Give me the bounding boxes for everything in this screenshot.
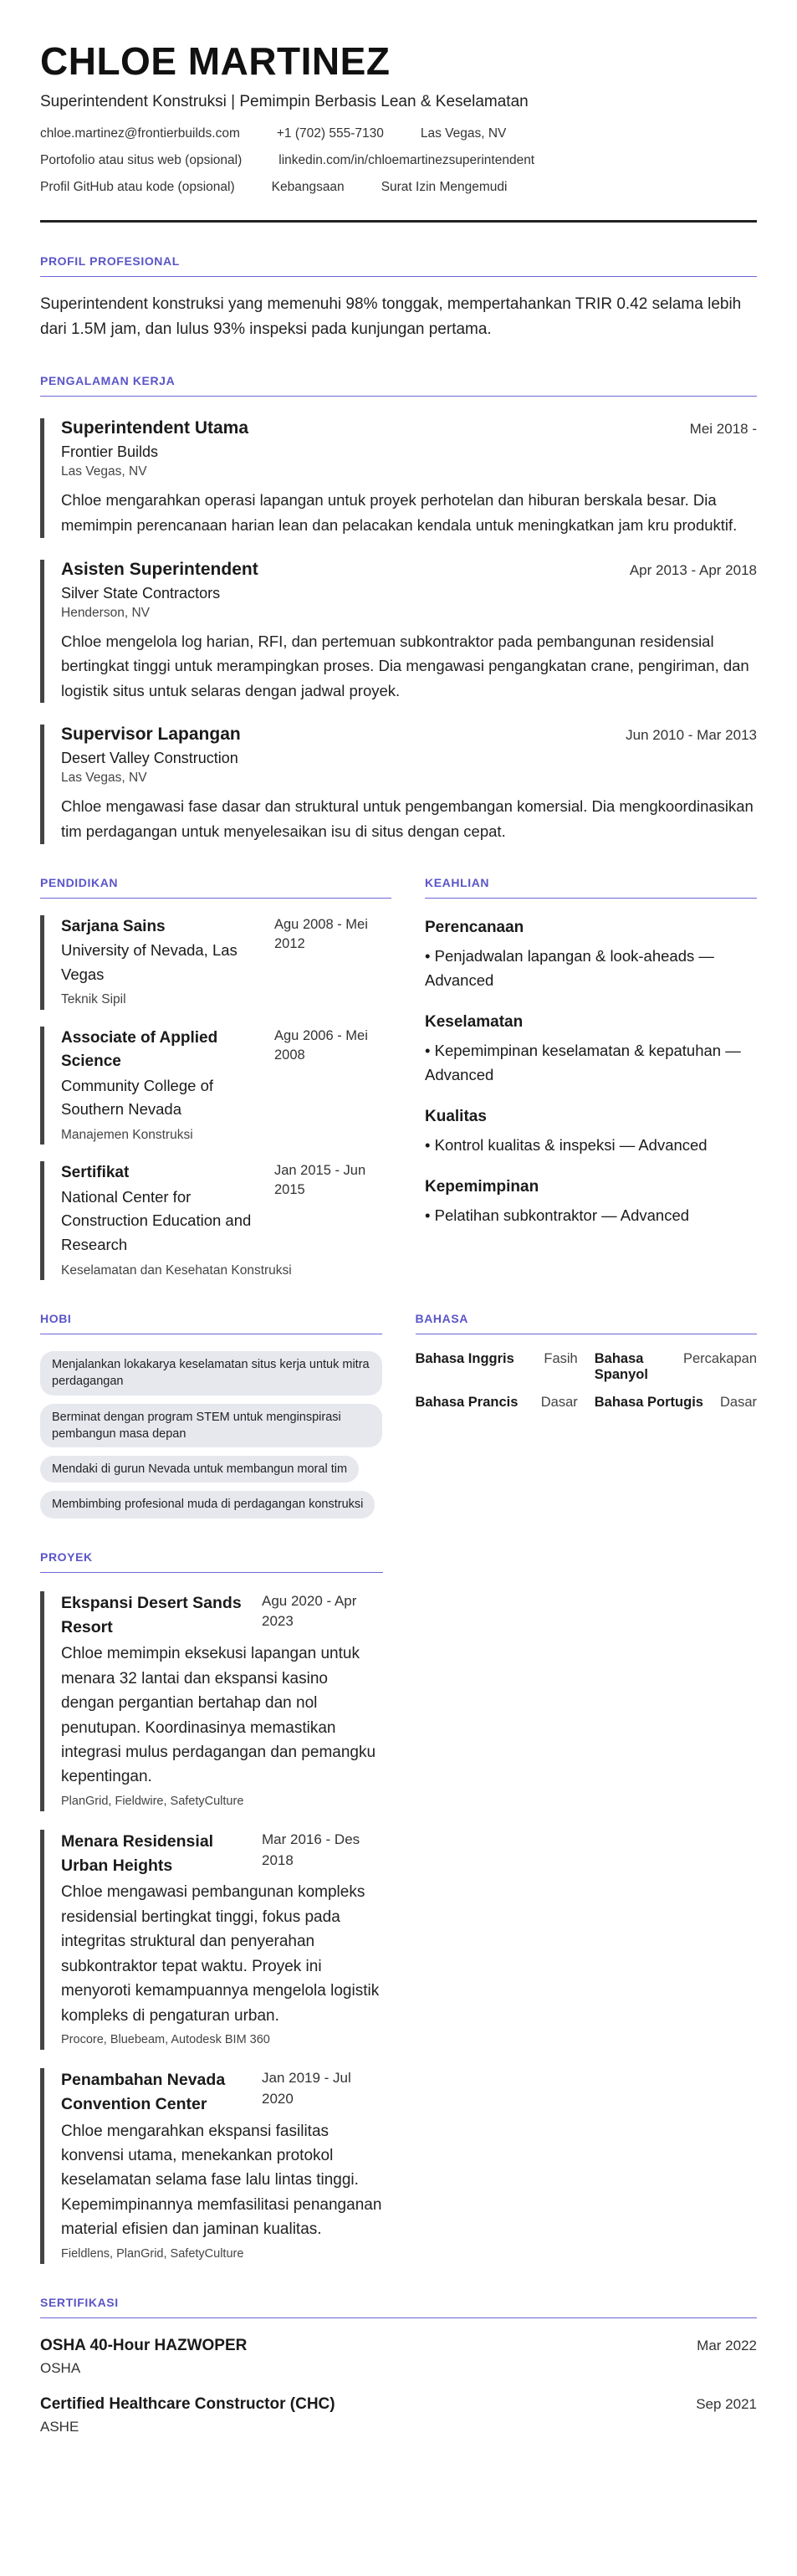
language-list	[416, 1351, 758, 1411]
candidate-name: CHLOE MARTINEZ	[40, 39, 391, 83]
certification-entry	[40, 2337, 757, 2377]
section-title: PENGALAMAN KERJA	[40, 374, 757, 397]
section-title: BAHASA	[416, 1312, 758, 1334]
hobbies-section	[40, 1312, 382, 1518]
education-degree: Sertifikat	[61, 1164, 130, 1182]
project-title: Penambahan Nevada Convention Center	[61, 2071, 226, 2114]
project-entry	[40, 1591, 383, 1811]
language-name: Bahasa Inggris	[415, 1350, 514, 1366]
phone-number: +1 (702) 555-7130	[276, 125, 384, 141]
section-title: PENDIDIKAN	[40, 876, 391, 899]
section-title: HOBI	[40, 1312, 382, 1334]
contact-row	[40, 153, 757, 168]
section-title: SERTIFIKASI	[40, 2296, 757, 2318]
job-location: Henderson, NV	[61, 605, 150, 620]
email-link[interactable]: chloe.martinez@frontierbuilds.com	[40, 125, 240, 141]
job-title: Superintendent Utama	[61, 418, 249, 438]
language-name: Bahasa Prancis	[415, 1394, 519, 1410]
project-description: Chloe memimpin eksekusi lapangan untuk menara 32 lantai dan ekspansi kasino dengan pergantian bertahap dan nol penutupan. Koordinasinya memastikan integrasi mulus perdagangan dan pemangku kepentingan.	[61, 1645, 376, 1786]
language-name: Bahasa Spanyol	[594, 1350, 648, 1382]
project-date: Agu 2020 - Apr 2023	[262, 1592, 357, 1630]
skill-item: • Penjadwalan lapangan & look-aheads — Advanced	[425, 946, 714, 990]
certification-date: Sep 2021	[696, 2395, 757, 2412]
section-title: PROFIL PROFESIONAL	[40, 254, 757, 277]
hobby-chip: Menjalankan lokakarya keselamatan situs kerja untuk mitra perdagangan	[40, 1351, 382, 1396]
job-entry	[40, 725, 757, 843]
education-school: University of Nevada, Las Vegas	[61, 941, 238, 983]
education-entry	[40, 915, 391, 1010]
certification-date: Mar 2022	[697, 2337, 757, 2353]
contact-row	[40, 180, 757, 195]
job-description: Chloe mengelola log harian, RFI, dan pertemuan subkontraktor pada pembangunan residensial bertingkat tinggi untuk merampingkan proses. Dia mengawasi pengangkatan crane, pengiriman, dan logistik situs untuk selaras dengan jadwal proyek.	[61, 632, 749, 699]
education-entry	[40, 1027, 391, 1145]
education-date: Agu 2006 - Mei 2008	[274, 1027, 368, 1063]
empty-column	[416, 1550, 757, 2264]
resume-header	[40, 40, 757, 223]
education-degree: Associate of Applied Science	[61, 1028, 218, 1071]
hobby-chip: Membimbing profesional muda di perdagangan konstruksi	[40, 1491, 375, 1518]
language-item	[416, 1395, 578, 1411]
portfolio-link[interactable]: Portofolio atau situs web (opsional)	[40, 152, 243, 167]
education-entry	[40, 1161, 391, 1280]
hobby-list	[40, 1351, 382, 1518]
skill-item: • Pelatihan subkontraktor — Advanced	[425, 1206, 690, 1224]
certification-issuer: ASHE	[40, 2418, 79, 2435]
job-title: Asisten Superintendent	[61, 559, 258, 579]
certification-name: OSHA 40-Hour HAZWOPER	[40, 2336, 248, 2354]
skills-section	[425, 876, 757, 1280]
language-item	[595, 1395, 757, 1411]
hobby-chip: Berminat dengan program STEM untuk menginspirasi pembangun masa depan	[40, 1404, 382, 1448]
language-level: Dasar	[719, 1394, 757, 1410]
hobbies-languages-row	[40, 1312, 757, 1518]
job-company: Frontier Builds	[61, 443, 159, 461]
project-entry	[40, 1830, 383, 2050]
project-description: Chloe mengawasi pembangunan kompleks residensial bertingkat tinggi, fokus pada integritas struktural dan penyerahan subkontraktor tepat waktu. Proyek ini menyoroti kemampuannya mengelola logistik kompleks di pengaturan urban.	[61, 1883, 380, 2025]
summary-section	[40, 254, 757, 343]
job-entry	[40, 418, 757, 537]
project-tools: PlanGrid, Fieldwire, SafetyCulture	[61, 1794, 244, 1808]
linkedin-link[interactable]: linkedin.com/in/chloemartinezsuperintendent	[278, 152, 535, 167]
skill-category: Keselamatan	[425, 1012, 524, 1031]
language-item	[416, 1351, 578, 1383]
nationality: Kebangsaan	[271, 179, 345, 194]
education-field: Keselamatan dan Kesehatan Konstruksi	[61, 1262, 292, 1278]
project-title: Menara Residensial Urban Heights	[61, 1831, 214, 1876]
job-description: Chloe mengarahkan operasi lapangan untuk proyek perhotelan dan hiburan berskala besar. Dia memimpin perencanaan harian lean dan pelacakan kendala untuk meningkatkan jam kru produktif.	[61, 491, 738, 534]
project-tools: Fieldlens, PlanGrid, SafetyCulture	[61, 2246, 244, 2261]
project-title: Ekspansi Desert Sands Resort	[61, 1593, 242, 1637]
certification-issuer: OSHA	[40, 2359, 81, 2376]
drivers-license: Surat Izin Mengemudi	[381, 179, 508, 194]
skill-category: Kualitas	[425, 1107, 487, 1125]
project-entry	[40, 2068, 383, 2264]
header-divider	[40, 220, 757, 223]
github-link[interactable]: Profil GitHub atau kode (opsional)	[40, 179, 235, 194]
contact-row	[40, 126, 757, 141]
job-date: Mei 2018 -	[689, 421, 757, 438]
job-location: Las Vegas, NV	[61, 464, 147, 479]
projects-section	[40, 1550, 383, 2264]
education-skills-row	[40, 876, 757, 1280]
language-level: Fasih	[544, 1350, 578, 1366]
project-date: Mar 2016 - Des 2018	[262, 1831, 360, 1868]
experience-section	[40, 374, 757, 843]
job-entry	[40, 560, 757, 704]
language-level: Dasar	[540, 1394, 578, 1410]
location: Las Vegas, NV	[420, 125, 507, 141]
skill-category: Perencanaan	[425, 918, 524, 936]
education-school: Community College of Southern Nevada	[61, 1076, 213, 1119]
certification-name: Certified Healthcare Constructor (CHC)	[40, 2394, 335, 2413]
projects-row	[40, 1550, 757, 2264]
education-date: Jan 2015 - Jun 2015	[274, 1163, 366, 1198]
skill-item: • Kontrol kualitas & inspeksi — Advanced	[425, 1135, 708, 1154]
job-company: Silver State Contractors	[61, 584, 221, 602]
project-date: Jan 2019 - Jul 2020	[262, 2070, 351, 2107]
hobby-chip: Mendaki di gurun Nevada untuk membangun moral tim	[40, 1456, 359, 1483]
job-description: Chloe mengawasi fase dasar dan struktural untuk pengembangan komersial. Dia mengkoordinasikan tim perdagangan untuk menyelesaikan isu di situs dengan cepat.	[61, 797, 754, 840]
job-company: Desert Valley Construction	[61, 750, 238, 767]
candidate-subtitle: Superintendent Konstruksi | Pemimpin Berbasis Lean & Keselamatan	[40, 92, 529, 110]
language-name: Bahasa Portugis	[594, 1394, 703, 1410]
section-title: PROYEK	[40, 1550, 383, 1573]
certification-entry	[40, 2395, 757, 2435]
education-field: Teknik Sipil	[61, 992, 126, 1007]
certifications-section	[40, 2296, 757, 2435]
project-tools: Procore, Bluebeam, Autodesk BIM 360	[61, 2033, 270, 2047]
education-date: Agu 2008 - Mei 2012	[274, 916, 368, 951]
language-item	[595, 1351, 757, 1383]
education-field: Manajemen Konstruksi	[61, 1127, 193, 1142]
languages-section	[416, 1312, 758, 1518]
skill-item: • Kepemimpinan keselamatan & kepatuhan — Advanced	[425, 1041, 741, 1084]
education-degree: Sarjana Sains	[61, 917, 166, 935]
job-title: Supervisor Lapangan	[61, 725, 241, 745]
skill-category: Kepemimpinan	[425, 1177, 539, 1196]
summary-text: Superintendent konstruksi yang memenuhi 98% tonggak, mempertahankan TRIR 0.42 selama lebih dari 1.5M jam, dan lulus 93% inspeksi pada kunjungan pertama.	[40, 294, 742, 338]
language-level: Percakapan	[682, 1350, 757, 1366]
education-school: National Center for Construction Education and Research	[61, 1187, 252, 1254]
job-location: Las Vegas, NV	[61, 771, 147, 786]
education-section	[40, 876, 391, 1280]
section-title: KEAHLIAN	[425, 876, 757, 899]
project-description: Chloe mengarahkan ekspansi fasilitas konvensi utama, menekankan protokol keselamatan selama fase lalu lintas tinggi. Kepemimpinannya memfasilitasi penanganan material efisien dan jaminan kualitas.	[61, 2122, 382, 2239]
job-date: Jun 2010 - Mar 2013	[626, 727, 757, 744]
job-date: Apr 2013 - Apr 2018	[629, 561, 757, 578]
